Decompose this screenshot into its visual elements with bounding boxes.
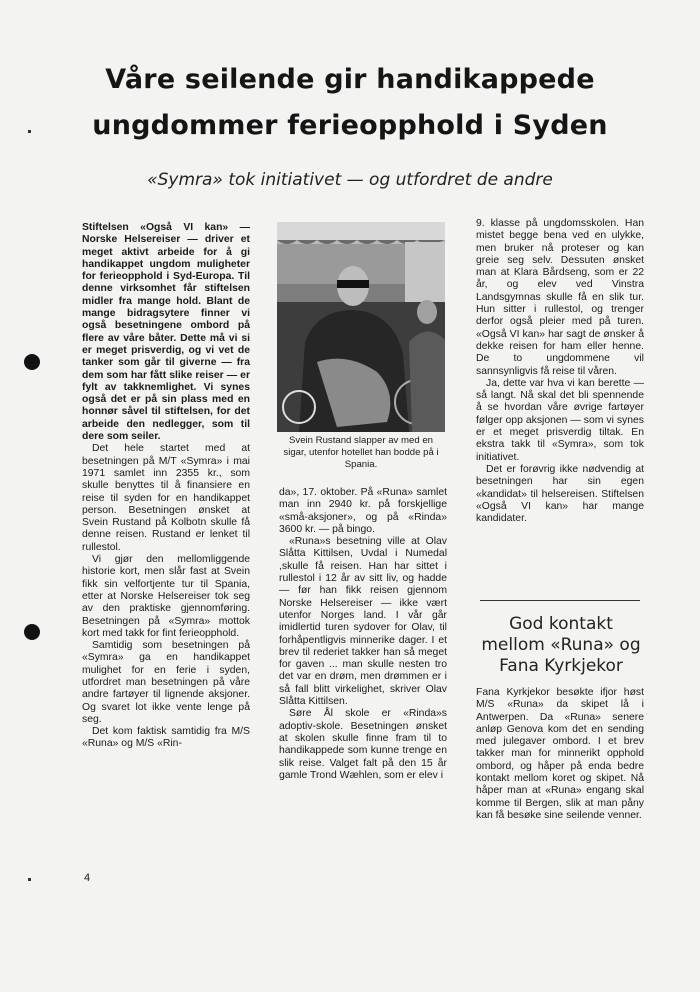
photo-svein-rustand [277, 222, 445, 432]
paragraph: Det hele startet med at besetningen på M/T «Symra» i mai 1971 samlet inn 2355 kr., som skulle benyttes til å finansiere en reise til syden for en handikappet person. Besetningen ønsket at Svein Rustand på Kolbotn skulle få denne reisen. Rustand er lenket til rullestol. [82, 443, 250, 553]
sidebar-article [476, 687, 644, 822]
scan-speck [28, 878, 31, 881]
paragraph: Vi gjør den mellomliggende historie kort, men slår fast at Svein fikk sin velfortjente tur til Spania, etter at Norske Helsereiser tok seg av den praktiske gjennomføring. Besetningen på «Symra» mottok kort med takk for fint ferieopphold. [82, 554, 250, 639]
paragraph: da», 17. oktober. På «Runa» samlet man inn 2940 kr. på forskjellige «små-aksjoner», og på «Rinda» 3600 kr. — på bingo. [279, 487, 447, 535]
paragraph: Ja, dette var hva vi kan berette — så langt. Nå skal det bli spennende å se hvordan våre øvrige fartøyer følger opp aksjonen — som vi synes er et meget prisverdig tiltak. En ekstra takk til «Symra», som tok initiativet. [476, 377, 644, 463]
paragraph: 9. klasse på ungdomsskolen. Han mistet begge bena ved en ulykke, men bruker nå proteser og kan greie seg selv. Dessuten ønsket man at Klara Bårdseng, som er 22 år, og elev ved Vinstra Landsgymnas skulle få en slik tur. Hun sitter i rullestol, og trenger derfor også pleier med på turen. «Også VI kan» har sagt de ønsker å dekke reisen for ham eller henne. De to ungdommene vil sannsynligvis få reise til våren. [476, 218, 644, 377]
headline-line-1: Våre seilende gir handikappede [105, 64, 595, 95]
subtitle: «Symra» tok initiativet — og utfordret de andre [147, 170, 553, 190]
lead-paragraph: Stiftelsen «Også VI kan» — Norske Helsereiser — driver et meget aktivt arbeide for å gi handikappet ungdom muligheter for ferieopphold i Syd-Europa. Til denne virksomhet får stiftelsen midler fra mange hold. Blant de mange bidragsytere finner vi også besetningene ombord på flere av våre båter. Dette må vi si er meget prisverdig, og vi vet de tanker som går til giverne — fra dem som har fått slike reiser — er fylt av takknemlighet. Vi synes også det er på sin plass med en honnør såvel til stiftelsen, for det arbeide den nedlegger, som til dere som seiler. [82, 222, 250, 443]
article-column-1 [82, 222, 250, 751]
section-divider [480, 600, 640, 601]
paragraph: «Runa»s besetning ville at Olav Slåtta Kittilsen, Uvdal i Numedal ,skulle få reisen. Han har sittet i rullestol i 12 år av sitt liv, og hadde — før han fikk reisen gjennom Norske Helsereiser — ikke vært utenfor Norges land. I vår går imidlertid turen sydover for Olav, til forhåpentligvis minnerike dager. I et brev til rederiet takker han så meget for gaven ... man skulle nesten tro det var en drøm, men drømmen er i så fall blitt virkelighet, skriver Olav Slåtta Kittilsen. [279, 536, 447, 708]
scan-speck [28, 130, 31, 133]
headline-line-2: ungdommer ferieopphold i Syden [92, 110, 608, 141]
article-column-3 [476, 218, 644, 525]
paragraph: Det kom faktisk samtidig fra M/S «Runa» og M/S «Rin- [82, 726, 250, 750]
binder-hole [24, 624, 40, 640]
sidebar-heading: God kontakt mellom «Runa» og Fana Kyrkjekor [481, 614, 641, 676]
paragraph: Samtidig som besetningen på «Symra» ga en handikappet mulighet for en ferie i syden, utfordret man besetningen på våre andre fartøyer til lignende aksjoner. Og svaret lot ikke vente lenge på seg. [82, 640, 250, 725]
article-column-2 [279, 487, 447, 782]
page-number: 4 [84, 872, 91, 884]
photo-caption: Svein Rustand slapper av med en sigar, utenfor hotellet han bodde på i Spania. [283, 435, 439, 470]
paragraph: Det er forøvrig ikke nødvendig at besetningen har sin egen «kandidat» til helsereisen. Stiftelsen «Også VI kan» har mange kandidater. [476, 463, 644, 525]
paragraph: Søre Ål skole er «Rinda»s adoptiv-skole. Besetningen ønsket at skolen skulle finne fram til to handikappede som kunne trenge en slik reise. Valget falt på den 15 år gamle Trond Wæhlen, som er elev i [279, 708, 447, 781]
photo-illustration [277, 222, 445, 432]
binder-hole [24, 354, 40, 370]
sidebar-body: Fana Kyrkjekor besøkte ifjor høst M/S «Runa» da skipet lå i Antwerpen. Da «Runa» senere anløp Genova kom det en sending med julegaver ombord. I et brev takker man for minnerikt opphold ombord, og håper på enda bedre kontakt mellom koret og skipet. Nå håper man at «Runa» engang skal komme til Bergen, slik at man påny kan få besøke sine seilende venner. [476, 687, 644, 821]
